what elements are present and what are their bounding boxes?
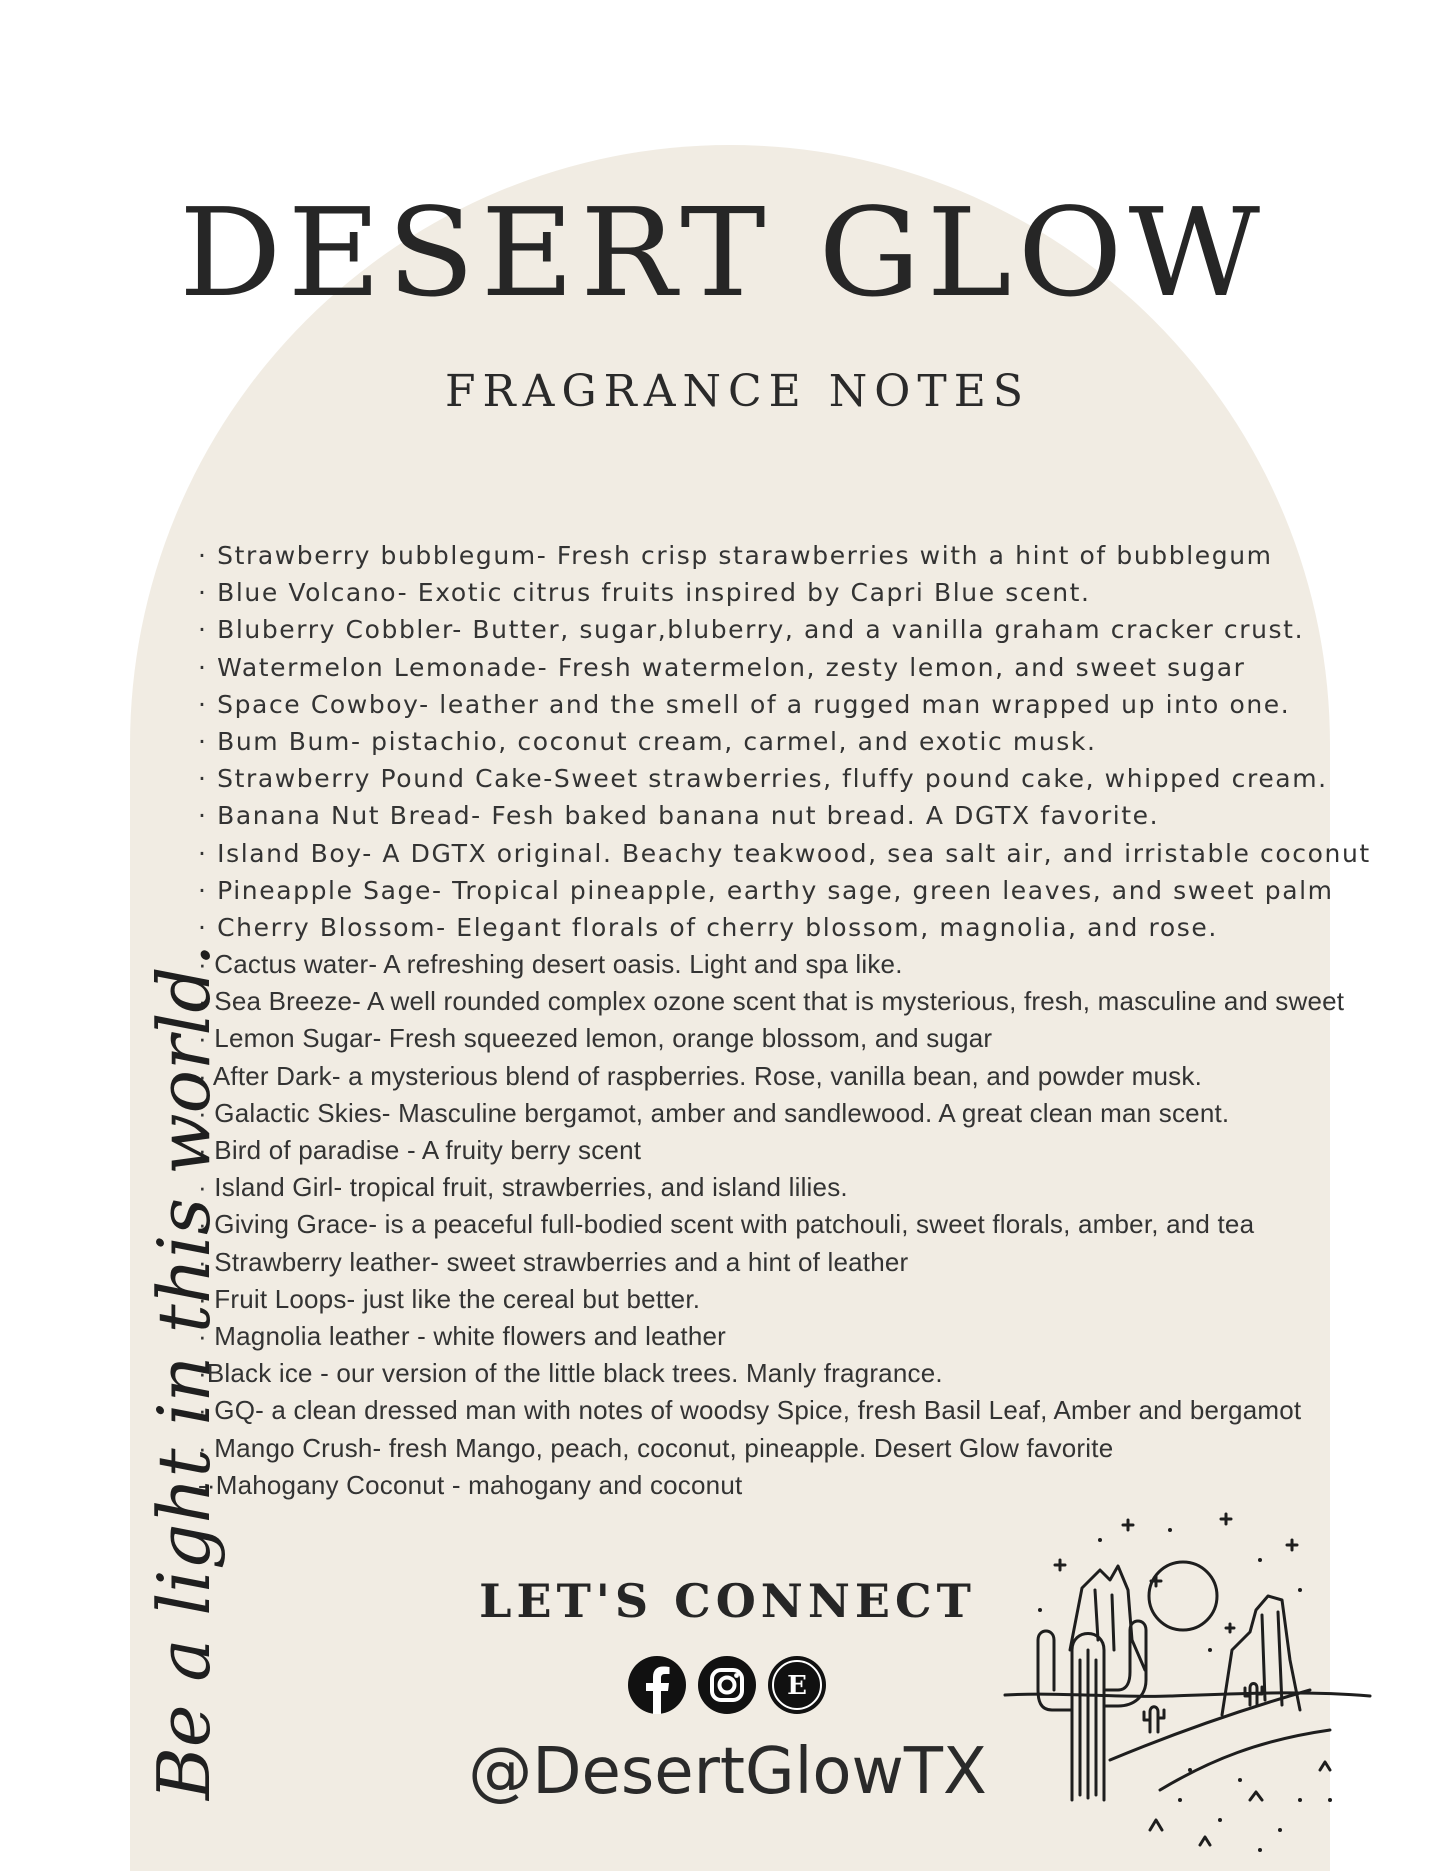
desert-illustration <box>1000 1500 1380 1860</box>
etsy-icon[interactable] <box>768 1656 826 1714</box>
list-item: · Galactic Skies- Masculine bergamot, amber and sandlewood. A great clean man scent. <box>198 1097 1230 1128</box>
list-item: · Strawberry Pound Cake-Sweet strawberries, fluffy pound cake, whipped cream. <box>198 764 1328 794</box>
list-item: · Bluberry Cobbler- Butter, sugar,bluberry, and a vanilla graham cracker crust. <box>198 615 1305 645</box>
list-item: · Sea Breeze- A well rounded complex ozone scent that is mysterious, fresh, masculine and sweet <box>198 986 1345 1017</box>
page-subtitle: FRAGRANCE NOTES <box>445 366 1030 417</box>
list-item: · Lemon Sugar- Fresh squeezed lemon, orange blossom, and sugar <box>198 1023 993 1054</box>
list-item: · Cherry Blossom- Elegant florals of cherry blossom, magnolia, and rose. <box>198 912 1218 942</box>
etsy-letter: E <box>787 1671 807 1701</box>
list-item: · Watermelon Lemonade- Fresh watermelon, zesty lemon, and sweet sugar <box>198 652 1246 682</box>
social-icons <box>628 1656 826 1714</box>
script-tagline: Be a light in this world. <box>142 943 226 1800</box>
list-item: · Strawberry leather- sweet strawberries and a hint of leather <box>198 1246 909 1277</box>
list-item: · Strawberry bubblegum- Fresh crisp starawberries with a hint of bubblegum <box>198 541 1273 570</box>
list-item: · Mango Crush- fresh Mango, peach, coconut, pineapple. Desert Glow favorite <box>198 1432 1114 1463</box>
list-item: · Bird of paradise - A fruity berry scent <box>198 1135 642 1165</box>
social-handle: @DesertGlowTX <box>468 1735 987 1809</box>
fragrance-notes-list <box>198 537 1371 1504</box>
list-item: · Cactus water- A refreshing desert oasis. Light and spa like. <box>198 949 903 980</box>
list-item: -·Mahogany Coconut - mahogany and coconut <box>198 1469 743 1500</box>
list-item: · Magnolia leather - white flowers and leather <box>198 1320 727 1351</box>
list-item: · Pineapple Sage- Tropical pineapple, earthy sage, green leaves, and sweet palm <box>198 875 1334 905</box>
list-item: · Fruit Loops- just like the cereal but better. <box>198 1283 701 1314</box>
list-item: · Bum Bum- pistachio, coconut cream, carmel, and exotic musk. <box>198 726 1097 756</box>
list-item: · Banana Nut Bread- Fesh baked banana nut bread. A DGTX favorite. <box>198 801 1160 831</box>
list-item: ·Black ice - our version of the little black trees. Manly fragrance. <box>198 1358 943 1389</box>
facebook-icon[interactable] <box>628 1656 686 1714</box>
list-item: · GQ- a clean dressed man with notes of woodsy Spice, fresh Basil Leaf, Amber and bergamot <box>198 1395 1302 1426</box>
page-title: DESERT GLOW <box>178 182 1267 325</box>
instagram-icon[interactable] <box>698 1656 756 1714</box>
connect-heading: LET'S CONNECT <box>479 1574 976 1628</box>
list-item: · Island Boy- A DGTX original. Beachy teakwood, sea salt air, and irristable coconut <box>198 838 1371 868</box>
list-item: · Giving Grace- is a peaceful full-bodied scent with patchouli, sweet florals, amber, and tea <box>198 1209 1255 1240</box>
list-item: · After Dark- a mysterious blend of raspberries. Rose, vanilla bean, and powder musk. <box>198 1060 1203 1091</box>
list-item: · Space Cowboy- leather and the smell of a rugged man wrapped up into one. <box>198 689 1291 719</box>
list-item: · Island Girl- tropical fruit, strawberries, and island lilies. <box>198 1172 848 1203</box>
list-item: · Blue Volcano- Exotic citrus fruits inspired by Capri Blue scent. <box>198 578 1091 608</box>
